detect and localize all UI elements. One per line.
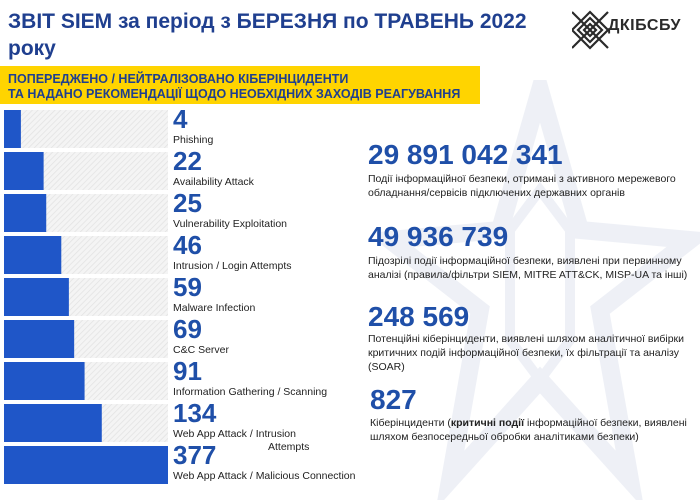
stat-description: Події інформаційної безпеки, отримані з активного мережевого обладнання/сервісів підключених державних органів	[368, 173, 676, 199]
category-label: C&C Server	[173, 344, 230, 356]
data-label: 377	[173, 440, 217, 470]
bar	[4, 278, 69, 316]
data-label: 25	[173, 188, 202, 218]
banner-line-1: ПОПЕРЕДЖЕНО / НЕЙТРАЛІЗОВАНО КІБЕРІНЦИДЕНТИ	[8, 72, 349, 86]
stat-number: 827	[370, 384, 417, 415]
bar-chart	[0, 108, 170, 488]
category-label: Web App Attack / Malicious Connection	[173, 470, 356, 482]
banner-line-2: ТА НАДАНО РЕКОМЕНДАЦІЇ ЩОДО НЕОБХІДНИХ ЗАХОДІВ РЕАГУВАННЯ	[8, 87, 461, 101]
category-label: Phishing	[173, 134, 214, 146]
bar	[4, 362, 85, 400]
category-label: Intrusion / Login Attempts	[173, 260, 292, 272]
data-label: 4	[173, 104, 188, 134]
stat-description: Кіберінциденти (критичні події інформаційної безпеки, виявлені шляхом безпосередньої обробки аналітиками безпеки)	[370, 417, 687, 443]
data-label: 59	[173, 272, 202, 302]
category-label: Information Gathering / Scanning	[173, 386, 328, 398]
bar	[4, 110, 21, 148]
category-label: Attempts	[268, 441, 310, 453]
banner-text	[8, 72, 478, 102]
category-label: Malware Infection	[173, 302, 256, 314]
logo-text: ДКІБСБУ	[608, 17, 682, 34]
data-label: 91	[173, 356, 202, 386]
data-label: 46	[173, 230, 202, 260]
data-label: 69	[173, 314, 202, 344]
stat-number: 248 569	[368, 301, 470, 332]
bar-track	[4, 110, 168, 148]
stat-description: Підозрілі події інформаційної безпеки, виявлені при первинному аналізі (правила/фільтри SIEM, MITRE ATT&CK, MISP-UA та інші)	[368, 255, 688, 281]
bar	[4, 236, 61, 274]
stat-number: 29 891 042 341	[368, 139, 563, 170]
category-label: Availability Attack	[173, 176, 254, 188]
data-label: 22	[173, 146, 202, 176]
data-label: 134	[173, 398, 217, 428]
category-label: Web App Attack / Intrusion	[173, 428, 296, 440]
bar	[4, 320, 74, 358]
page-title: ЗВІТ SIEM за період з БЕРЕЗНЯ по ТРАВЕНЬ 2022 року	[8, 10, 527, 60]
bar	[4, 404, 102, 442]
bar	[4, 194, 46, 232]
bar	[4, 446, 168, 484]
stat-number: 49 936 739	[368, 221, 509, 252]
bar	[4, 152, 44, 190]
category-label: Vulnerability Exploitation	[173, 218, 288, 230]
stat-description: Потенційні кіберінциденти, виявлені шляхом аналітичної вибірки критичних подій інформаційної безпеки, їх фільтрації та аналізу (SOAR)	[368, 333, 684, 373]
